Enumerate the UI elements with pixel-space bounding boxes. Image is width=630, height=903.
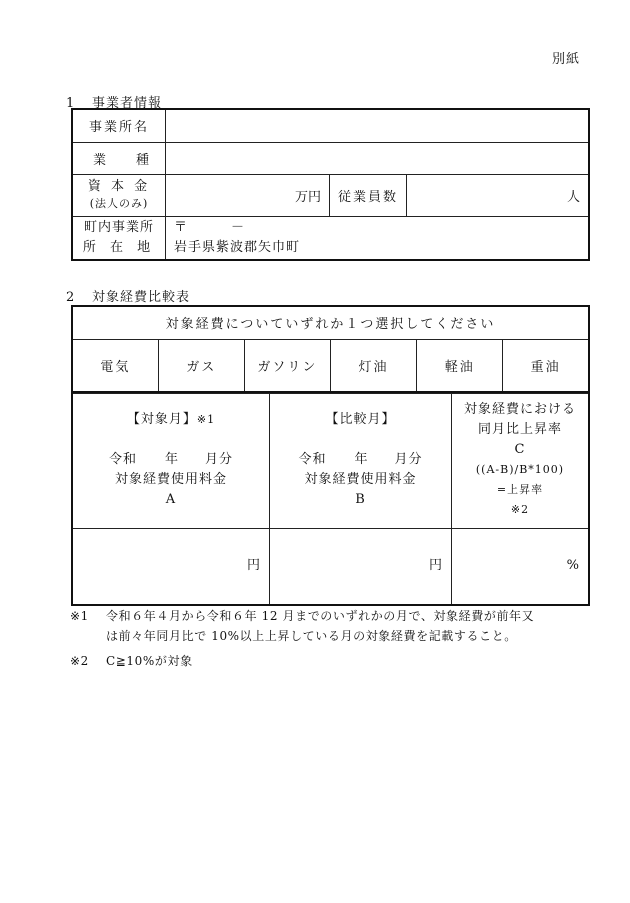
increase-rate-cell bbox=[452, 394, 590, 529]
capital-field[interactable] bbox=[166, 174, 330, 216]
section-2-heading bbox=[66, 286, 190, 305]
option-heavy-oil[interactable]: 重油 bbox=[503, 339, 589, 392]
note-2-text: C≧10%が対象 bbox=[106, 654, 193, 668]
postal-mark: 〒 bbox=[174, 219, 188, 235]
section-2-title: 対象経費比較表 bbox=[92, 290, 191, 305]
increase-rate-formula: ((A-B)/B*100) bbox=[475, 463, 565, 476]
comparison-table bbox=[71, 393, 590, 606]
note-1-line1: 令和６年４月から令和６年 12 月までのいずれかの月で、対象経費が前年又 bbox=[106, 609, 535, 623]
attachment-label: 別紙 bbox=[551, 52, 580, 67]
employees-unit: 人 bbox=[566, 189, 580, 205]
expense-type-table bbox=[71, 305, 590, 393]
compare-month-heading: 【比較月】 bbox=[325, 412, 396, 427]
address-label: 町内事業所 所 在 地 bbox=[72, 216, 166, 260]
target-amount-field[interactable] bbox=[72, 529, 270, 605]
target-month-letter: A bbox=[165, 492, 177, 507]
compare-month-date: 令和 年 月分 bbox=[298, 452, 423, 467]
compare-amount-field[interactable] bbox=[270, 529, 452, 605]
capital-unit: 万円 bbox=[294, 189, 321, 205]
option-electricity[interactable]: 電気 bbox=[72, 339, 158, 392]
note-1-mark: ※1 bbox=[70, 609, 89, 623]
postal-dash: － bbox=[231, 219, 245, 235]
target-month-date: 令和 年 月分 bbox=[108, 452, 234, 467]
industry-field[interactable] bbox=[166, 142, 590, 174]
note1-ref: ※1 bbox=[196, 413, 216, 426]
section-1-number: 1 bbox=[66, 96, 76, 111]
yen-unit-b: 円 bbox=[428, 558, 443, 574]
office-name-label: 事業所名 bbox=[72, 109, 166, 142]
increase-rate-letter: C bbox=[514, 442, 526, 457]
address-prefix: 岩手県紫波郡矢巾町 bbox=[174, 239, 301, 255]
compare-month-letter: B bbox=[355, 492, 366, 507]
option-kerosene[interactable]: 灯油 bbox=[330, 339, 416, 392]
increase-rate-line2: 同月比上昇率 bbox=[477, 422, 562, 437]
note2-ref: ※2 bbox=[510, 503, 530, 516]
note-2-mark: ※2 bbox=[70, 654, 89, 668]
section-1-title: 事業者情報 bbox=[92, 96, 163, 111]
address-field[interactable] bbox=[166, 216, 590, 260]
option-gas[interactable]: ガス bbox=[158, 339, 244, 392]
industry-label: 業 種 bbox=[72, 142, 166, 174]
note-2 bbox=[70, 651, 193, 671]
option-gasoline[interactable]: ガソリン bbox=[244, 339, 330, 392]
increase-rate-line1: 対象経費における bbox=[463, 402, 576, 417]
option-diesel[interactable]: 軽油 bbox=[417, 339, 503, 392]
target-month-caption: 対象経費使用料金 bbox=[114, 472, 227, 487]
compare-month-cell bbox=[270, 394, 452, 529]
yen-unit-a: 円 bbox=[246, 558, 261, 574]
target-month-heading: 【対象月】 bbox=[126, 412, 197, 427]
business-info-table bbox=[71, 108, 590, 261]
capital-label: 資 本 金 (法人のみ) bbox=[72, 174, 166, 216]
percent-unit: % bbox=[566, 558, 580, 574]
target-month-cell bbox=[72, 394, 270, 529]
section-2-number: 2 bbox=[66, 290, 76, 305]
office-name-field[interactable] bbox=[166, 109, 590, 142]
employees-field[interactable] bbox=[407, 174, 590, 216]
select-instruction: 対象経費についていずれか１つ選択してください bbox=[72, 306, 589, 339]
note-1-line2: は前々年同月比で 10%以上上昇している月の対象経費を記載すること。 bbox=[106, 629, 517, 643]
note-1 bbox=[70, 606, 534, 646]
increase-rate-result: =上昇率 bbox=[496, 483, 544, 496]
employees-label: 従業員数 bbox=[330, 174, 407, 216]
capital-sub-label: (法人のみ) bbox=[89, 197, 149, 210]
increase-rate-field[interactable] bbox=[452, 529, 590, 605]
compare-month-caption: 対象経費使用料金 bbox=[304, 472, 417, 487]
